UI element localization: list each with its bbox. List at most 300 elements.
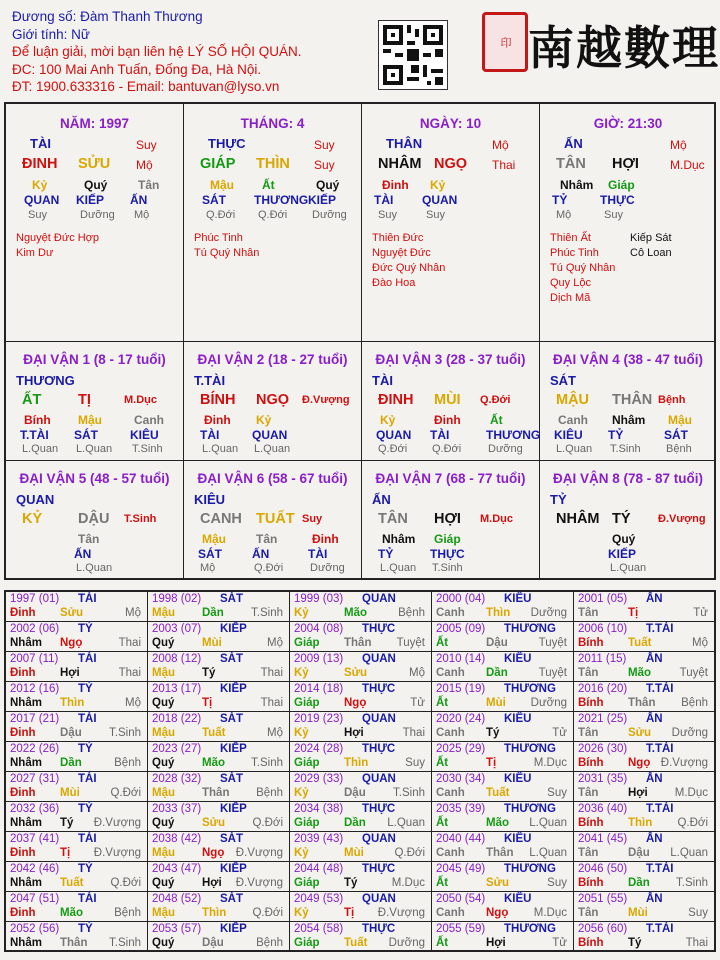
year-can: Tân: [578, 727, 599, 739]
year-state: Q.Đới: [677, 817, 708, 829]
year-label: 2025 (29): [436, 743, 486, 755]
year-chi: Ngọ: [60, 637, 83, 649]
year-state: Q.Đới: [110, 877, 141, 889]
year-god: KIÊU: [504, 713, 532, 725]
hidden-stem: Kỷ: [430, 178, 446, 192]
year-label: 1997 (01): [10, 593, 60, 605]
year-cell: [6, 742, 148, 772]
year-god: TÀI: [78, 833, 97, 845]
pillar-cell: [184, 104, 362, 342]
year-label: 2001 (05): [578, 593, 628, 605]
year-state: Mộ: [125, 607, 141, 619]
year-state: T.Sinh: [109, 727, 141, 739]
hidden-stem: Kỷ: [32, 178, 48, 192]
year-cell: [574, 622, 714, 652]
year-cell: [432, 682, 574, 712]
year-can: Nhâm: [10, 637, 42, 649]
dai-van-chi: HỢI: [434, 511, 461, 527]
pillar-top-state: Suy: [136, 138, 157, 152]
pillar-can: NHÂM: [378, 156, 422, 172]
year-cell: [290, 862, 432, 892]
year-god: QUAN: [362, 593, 396, 605]
year-chi: Thìn: [202, 907, 227, 919]
hidden-god: KIÊU: [554, 428, 583, 442]
year-god: SÁT: [220, 713, 243, 725]
year-god: T.TÀI: [646, 863, 674, 875]
year-can: Đinh: [10, 667, 36, 679]
year-chi: Ngọ: [344, 697, 367, 709]
year-chi: Dần: [628, 877, 650, 889]
hidden-god: QUAN: [422, 193, 458, 207]
dai-van-chi: THÂN: [612, 392, 653, 408]
year-god: THỰC: [362, 803, 396, 815]
year-chi: Tuất: [60, 877, 84, 889]
year-can: Đinh: [10, 787, 36, 799]
year-god: THỰC: [362, 683, 396, 695]
year-label: 2007 (11): [10, 653, 59, 665]
year-can: Ất: [436, 817, 449, 829]
year-can: Nhâm: [10, 757, 42, 769]
year-state: Dưỡng: [388, 937, 425, 949]
star-item: Dịch Mã: [550, 292, 591, 304]
year-state: Tuyệt: [396, 637, 425, 649]
year-label: 2008 (12): [152, 653, 202, 665]
year-label: 2047 (51): [10, 893, 60, 905]
hidden-god: THỰC: [430, 547, 465, 561]
year-can: Giáp: [294, 817, 320, 829]
year-state: Tử: [552, 937, 567, 949]
year-cell: [6, 712, 148, 742]
year-state: Thai: [685, 937, 708, 949]
dai-van-top-god: KIÊU: [194, 492, 226, 507]
year-cell: [6, 622, 148, 652]
year-chi: Ngọ: [628, 757, 651, 769]
hidden-stem: Nhâm: [382, 532, 416, 546]
dai-van-title: ĐẠI VẬN 6 (58 - 67 tuổi): [197, 471, 348, 486]
year-god: TỶ: [78, 683, 93, 695]
hidden-state: L.Quan: [610, 562, 647, 574]
year-label: 2026 (30): [578, 743, 628, 755]
year-god: KIÊU: [504, 893, 532, 905]
pillar-title: NGÀY: 10: [419, 116, 482, 131]
year-god: T.TÀI: [646, 623, 674, 635]
dai-van-title: ĐẠI VẬN 5 (48 - 57 tuổi): [19, 471, 170, 486]
hidden-state: Mộ: [134, 209, 150, 221]
year-god: ẤN: [646, 593, 663, 605]
dai-van-chi: MÙI: [434, 392, 461, 408]
year-cell: [574, 592, 714, 622]
year-state: Dưỡng: [671, 727, 708, 739]
hidden-stem: Bính: [24, 413, 51, 427]
year-state: T.Sinh: [251, 607, 283, 619]
year-can: Giáp: [294, 637, 320, 649]
year-label: 2003 (07): [152, 623, 202, 635]
year-chi: Hợi: [628, 787, 648, 799]
year-god: SÁT: [220, 773, 243, 785]
year-state: Tử: [552, 727, 567, 739]
year-god: QUAN: [362, 653, 396, 665]
dai-van-can: MẬU: [556, 392, 590, 408]
year-god: THƯƠNG: [504, 803, 556, 815]
year-label: 2036 (40): [578, 803, 628, 815]
dai-van-top-god: T.TÀI: [194, 373, 226, 388]
hidden-state: Q.Đới: [258, 209, 288, 221]
year-label: 2016 (20): [578, 683, 628, 695]
year-state: Đ.Vượng: [377, 907, 425, 919]
hidden-state: Bệnh: [666, 443, 692, 455]
hidden-state: Q.Đới: [254, 562, 284, 574]
dai-van-title: ĐẠI VẬN 2 (18 - 27 tuổi): [197, 352, 348, 367]
hidden-stem: Quý: [612, 532, 636, 546]
year-cell: [432, 772, 574, 802]
year-god: KIẾP: [220, 803, 247, 815]
hidden-stem: Đinh: [382, 178, 409, 192]
year-cell: [290, 772, 432, 802]
year-god: KIẾP: [220, 683, 247, 695]
hidden-god: T.TÀI: [20, 428, 49, 442]
year-state: Suy: [547, 877, 567, 889]
year-label: 2023 (27): [152, 743, 202, 755]
hidden-state: L.Quan: [22, 443, 59, 455]
year-label: 2037 (41): [10, 833, 60, 845]
year-state: Q.Đới: [252, 817, 283, 829]
hidden-state: T.Sinh: [610, 443, 641, 455]
year-can: Bính: [578, 937, 604, 949]
year-chi: Dần: [344, 817, 366, 829]
year-label: 2027 (31): [10, 773, 60, 785]
year-label: 2050 (54): [436, 893, 486, 905]
hidden-god: THƯƠNG: [486, 428, 541, 442]
year-cell: [432, 892, 574, 922]
year-state: L.Quan: [529, 847, 567, 859]
year-state: Mộ: [267, 637, 283, 649]
dai-van-can: KỶ: [22, 511, 43, 527]
hidden-stem: Ất: [490, 413, 503, 427]
year-cell: [290, 922, 432, 952]
year-label: 2010 (14): [436, 653, 486, 665]
year-god: THỰC: [362, 863, 396, 875]
hidden-god: TỶ: [552, 193, 568, 207]
year-state: Bệnh: [398, 607, 425, 619]
year-chi: Sửu: [202, 817, 226, 829]
hidden-god: THƯƠNG: [254, 193, 309, 207]
hidden-stem: Giáp: [608, 178, 635, 192]
dai-van-cell: [362, 342, 540, 461]
hidden-state: Suy: [28, 209, 47, 221]
year-label: 2028 (32): [152, 773, 202, 785]
year-label: 2019 (23): [294, 713, 344, 725]
year-can: Kỷ: [294, 607, 309, 619]
year-can: Bính: [578, 877, 604, 889]
year-god: ẤN: [646, 653, 663, 665]
dai-van-state: Đ.Vượng: [658, 513, 706, 525]
year-cell: [574, 862, 714, 892]
dai-van-state: Bệnh: [658, 394, 686, 406]
pillar-state: Suy: [314, 158, 335, 172]
year-can: Mậu: [152, 727, 175, 739]
year-state: T.Sinh: [251, 757, 283, 769]
hidden-state: Dưỡng: [310, 562, 345, 574]
year-label: 2017 (21): [10, 713, 60, 725]
year-god: THƯƠNG: [504, 743, 556, 755]
year-label: 2021 (25): [578, 713, 628, 725]
hidden-god: SÁT: [664, 428, 688, 442]
year-label: 2033 (37): [152, 803, 202, 815]
year-chi: Dần: [60, 757, 82, 769]
year-label: 2054 (58): [294, 923, 344, 935]
year-label: 2043 (47): [152, 863, 202, 875]
year-chi: Thìn: [60, 697, 85, 709]
pillar-title: GIỜ: 21:30: [593, 116, 663, 131]
year-label: 2020 (24): [436, 713, 486, 725]
year-state: Mộ: [692, 637, 708, 649]
year-cell: [148, 922, 290, 952]
dai-van-top-god: TỶ: [550, 492, 567, 507]
year-label: 2042 (46): [10, 863, 60, 875]
year-state: Tử: [410, 697, 425, 709]
year-god: THỰC: [362, 623, 396, 635]
year-chi: Mão: [202, 757, 225, 769]
year-cell: [574, 682, 714, 712]
year-chi: Dậu: [60, 727, 82, 739]
year-god: TỶ: [78, 863, 93, 875]
year-chi: Sửu: [486, 877, 510, 889]
dai-van-top-god: THƯƠNG: [16, 373, 75, 388]
year-state: M.Dục: [391, 877, 425, 889]
hidden-stem: Ất: [262, 178, 275, 192]
year-can: Mậu: [152, 847, 175, 859]
year-label: 2035 (39): [436, 803, 486, 815]
address-line: ĐC: 100 Mai Anh Tuấn, Đống Đa, Hà Nội.: [12, 61, 262, 77]
dai-van-can: ĐINH: [378, 392, 414, 408]
year-god: T.TÀI: [646, 743, 674, 755]
year-god: KIẾP: [220, 623, 247, 635]
year-cell: [432, 862, 574, 892]
dai-van-title: ĐẠI VẬN 7 (68 - 77 tuổi): [375, 471, 526, 486]
year-cell: [432, 802, 574, 832]
year-cell: [148, 592, 290, 622]
year-chi: Ngọ: [486, 907, 509, 919]
hidden-god: TÀI: [200, 428, 220, 442]
year-label: 2046 (50): [578, 863, 628, 875]
year-state: Thai: [260, 697, 283, 709]
year-god: ẤN: [646, 713, 663, 725]
year-chi: Sửu: [628, 727, 652, 739]
year-god: KIÊU: [504, 593, 532, 605]
pillar-top-state: Mộ: [492, 138, 509, 152]
dai-van-cell: [6, 342, 184, 461]
year-can: Ất: [436, 637, 449, 649]
year-cell: [432, 592, 574, 622]
year-god: THƯƠNG: [504, 923, 556, 935]
year-god: QUAN: [362, 773, 396, 785]
star-item: Đức Quý Nhân: [372, 262, 446, 274]
hidden-state: Q.Đới: [432, 443, 462, 455]
year-label: 2031 (35): [578, 773, 628, 785]
hidden-stem: Đinh: [312, 532, 339, 546]
year-chi: Hợi: [60, 667, 80, 679]
year-can: Ất: [436, 757, 449, 769]
year-chi: Tý: [628, 937, 642, 949]
year-god: THỰC: [362, 923, 396, 935]
year-chi: Dậu: [202, 937, 224, 949]
year-chi: Tý: [60, 817, 74, 829]
year-cell: [148, 652, 290, 682]
year-chi: Hợi: [202, 877, 222, 889]
dai-van-chi: DẬU: [78, 511, 110, 527]
year-cell: [432, 832, 574, 862]
hidden-state: Suy: [426, 209, 445, 221]
year-chi: Thân: [344, 637, 372, 649]
pillar-title: THÁNG: 4: [240, 116, 305, 131]
year-chi: Tị: [60, 847, 71, 859]
pillar-can: TÂN: [556, 156, 586, 172]
year-cell: [290, 652, 432, 682]
year-label: 2004 (08): [294, 623, 344, 635]
year-can: Kỷ: [294, 727, 309, 739]
yearly-table: [4, 590, 716, 952]
year-chi: Dậu: [486, 637, 508, 649]
year-label: 2052 (56): [10, 923, 60, 935]
qr-code-icon: [378, 20, 448, 90]
year-chi: Mão: [60, 907, 83, 919]
dai-van-title: ĐẠI VẬN 4 (38 - 47 tuổi): [552, 352, 704, 367]
pillar-cell: [6, 104, 184, 342]
year-can: Tân: [578, 847, 599, 859]
year-god: ẤN: [646, 773, 663, 785]
year-can: Nhâm: [10, 877, 42, 889]
year-state: Tuyệt: [538, 637, 567, 649]
year-label: 2030 (34): [436, 773, 486, 785]
year-state: Suy: [547, 787, 567, 799]
star-item: Thiên Ất: [550, 232, 591, 244]
year-can: Tân: [578, 667, 599, 679]
year-chi: Mão: [344, 607, 367, 619]
year-chi: Mão: [628, 667, 651, 679]
hidden-god: ẤN: [74, 547, 92, 561]
year-chi: Mùi: [60, 787, 80, 799]
star-item: Kim Dư: [16, 247, 54, 259]
hidden-god: QUAN: [24, 193, 60, 207]
year-can: Nhâm: [10, 697, 42, 709]
year-cell: [6, 592, 148, 622]
year-state: M.Dục: [533, 757, 567, 769]
dai-van-state: Q.Đới: [480, 394, 511, 406]
hidden-state: L.Quan: [556, 443, 593, 455]
phone-email-line: ĐT: 1900.633316 - Email: bantuvan@lyso.vn: [12, 79, 280, 94]
year-can: Bính: [578, 757, 604, 769]
year-cell: [148, 832, 290, 862]
hidden-stem: Mậu: [78, 413, 102, 427]
dai-van-chi: TÝ: [612, 511, 631, 527]
dai-van-chi: TỊ: [78, 392, 91, 408]
year-label: 2049 (53): [294, 893, 344, 905]
year-cell: [574, 922, 714, 952]
year-label: 2056 (60): [578, 923, 628, 935]
dai-van-cell: [6, 461, 184, 579]
hidden-god: KIẾP: [608, 547, 637, 561]
year-god: KIẾP: [220, 863, 247, 875]
year-label: 2051 (55): [578, 893, 628, 905]
year-can: Ất: [436, 937, 449, 949]
year-cell: [148, 802, 290, 832]
year-god: TỶ: [78, 803, 93, 815]
hidden-state: L.Quan: [254, 443, 291, 455]
hidden-god: KIÊU: [130, 428, 159, 442]
hidden-god: TỶ: [608, 428, 624, 442]
gender-line: Giới tính: Nữ: [12, 26, 90, 42]
year-cell: [148, 742, 290, 772]
year-chi: Tị: [628, 607, 639, 619]
year-chi: Thìn: [628, 817, 653, 829]
year-god: ẤN: [646, 833, 663, 845]
year-can: Canh: [436, 787, 465, 799]
year-chi: Dần: [202, 607, 224, 619]
year-state: L.Quan: [670, 847, 708, 859]
year-label: 2045 (49): [436, 863, 486, 875]
year-cell: [6, 802, 148, 832]
year-state: L.Quan: [387, 817, 425, 829]
year-cell: [432, 922, 574, 952]
year-cell: [148, 892, 290, 922]
year-god: T.TÀI: [646, 923, 674, 935]
year-cell: [574, 892, 714, 922]
year-state: Đ.Vượng: [93, 847, 141, 859]
pillar-can: ĐINH: [22, 156, 58, 172]
hidden-god: QUAN: [252, 428, 288, 442]
year-god: TỶ: [78, 623, 93, 635]
year-state: Bệnh: [114, 907, 141, 919]
year-chi: Thân: [628, 697, 656, 709]
year-label: 2005 (09): [436, 623, 486, 635]
pillar-top-god: TÀI: [30, 136, 51, 151]
year-god: TÀI: [78, 593, 97, 605]
year-state: Suy: [688, 907, 708, 919]
year-label: 2022 (26): [10, 743, 60, 755]
year-chi: Mùi: [628, 907, 648, 919]
year-can: Nhâm: [10, 937, 42, 949]
star-item: Tú Quý Nhân: [550, 262, 616, 274]
dai-van-can: NHÂM: [556, 511, 600, 527]
year-can: Bính: [578, 817, 604, 829]
star-item: Phúc Tinh: [194, 232, 243, 244]
hidden-god: THỰC: [600, 193, 635, 207]
year-cell: [290, 592, 432, 622]
year-label: 2018 (22): [152, 713, 202, 725]
dai-van-title: ĐẠI VẬN 8 (78 - 87 tuổi): [552, 471, 704, 486]
dai-van-title: ĐẠI VẬN 3 (28 - 37 tuổi): [375, 352, 526, 367]
year-god: TÀI: [78, 893, 97, 905]
year-god: QUAN: [362, 713, 396, 725]
year-label: 2053 (57): [152, 923, 202, 935]
year-chi: Sửu: [60, 607, 84, 619]
year-label: 2034 (38): [294, 803, 344, 815]
pillar-chi: THÌN: [256, 156, 290, 172]
year-god: TỶ: [78, 923, 93, 935]
year-chi: Tị: [344, 907, 355, 919]
year-state: Thai: [118, 667, 141, 679]
year-cell: [6, 832, 148, 862]
year-can: Quý: [152, 877, 175, 889]
hidden-god: TÀI: [430, 428, 450, 442]
year-label: 2055 (59): [436, 923, 486, 935]
year-chi: Dậu: [628, 847, 650, 859]
hidden-god: SÁT: [74, 428, 98, 442]
year-cell: [432, 742, 574, 772]
year-chi: Thân: [202, 787, 230, 799]
year-state: Bệnh: [114, 757, 141, 769]
year-can: Bính: [578, 697, 604, 709]
